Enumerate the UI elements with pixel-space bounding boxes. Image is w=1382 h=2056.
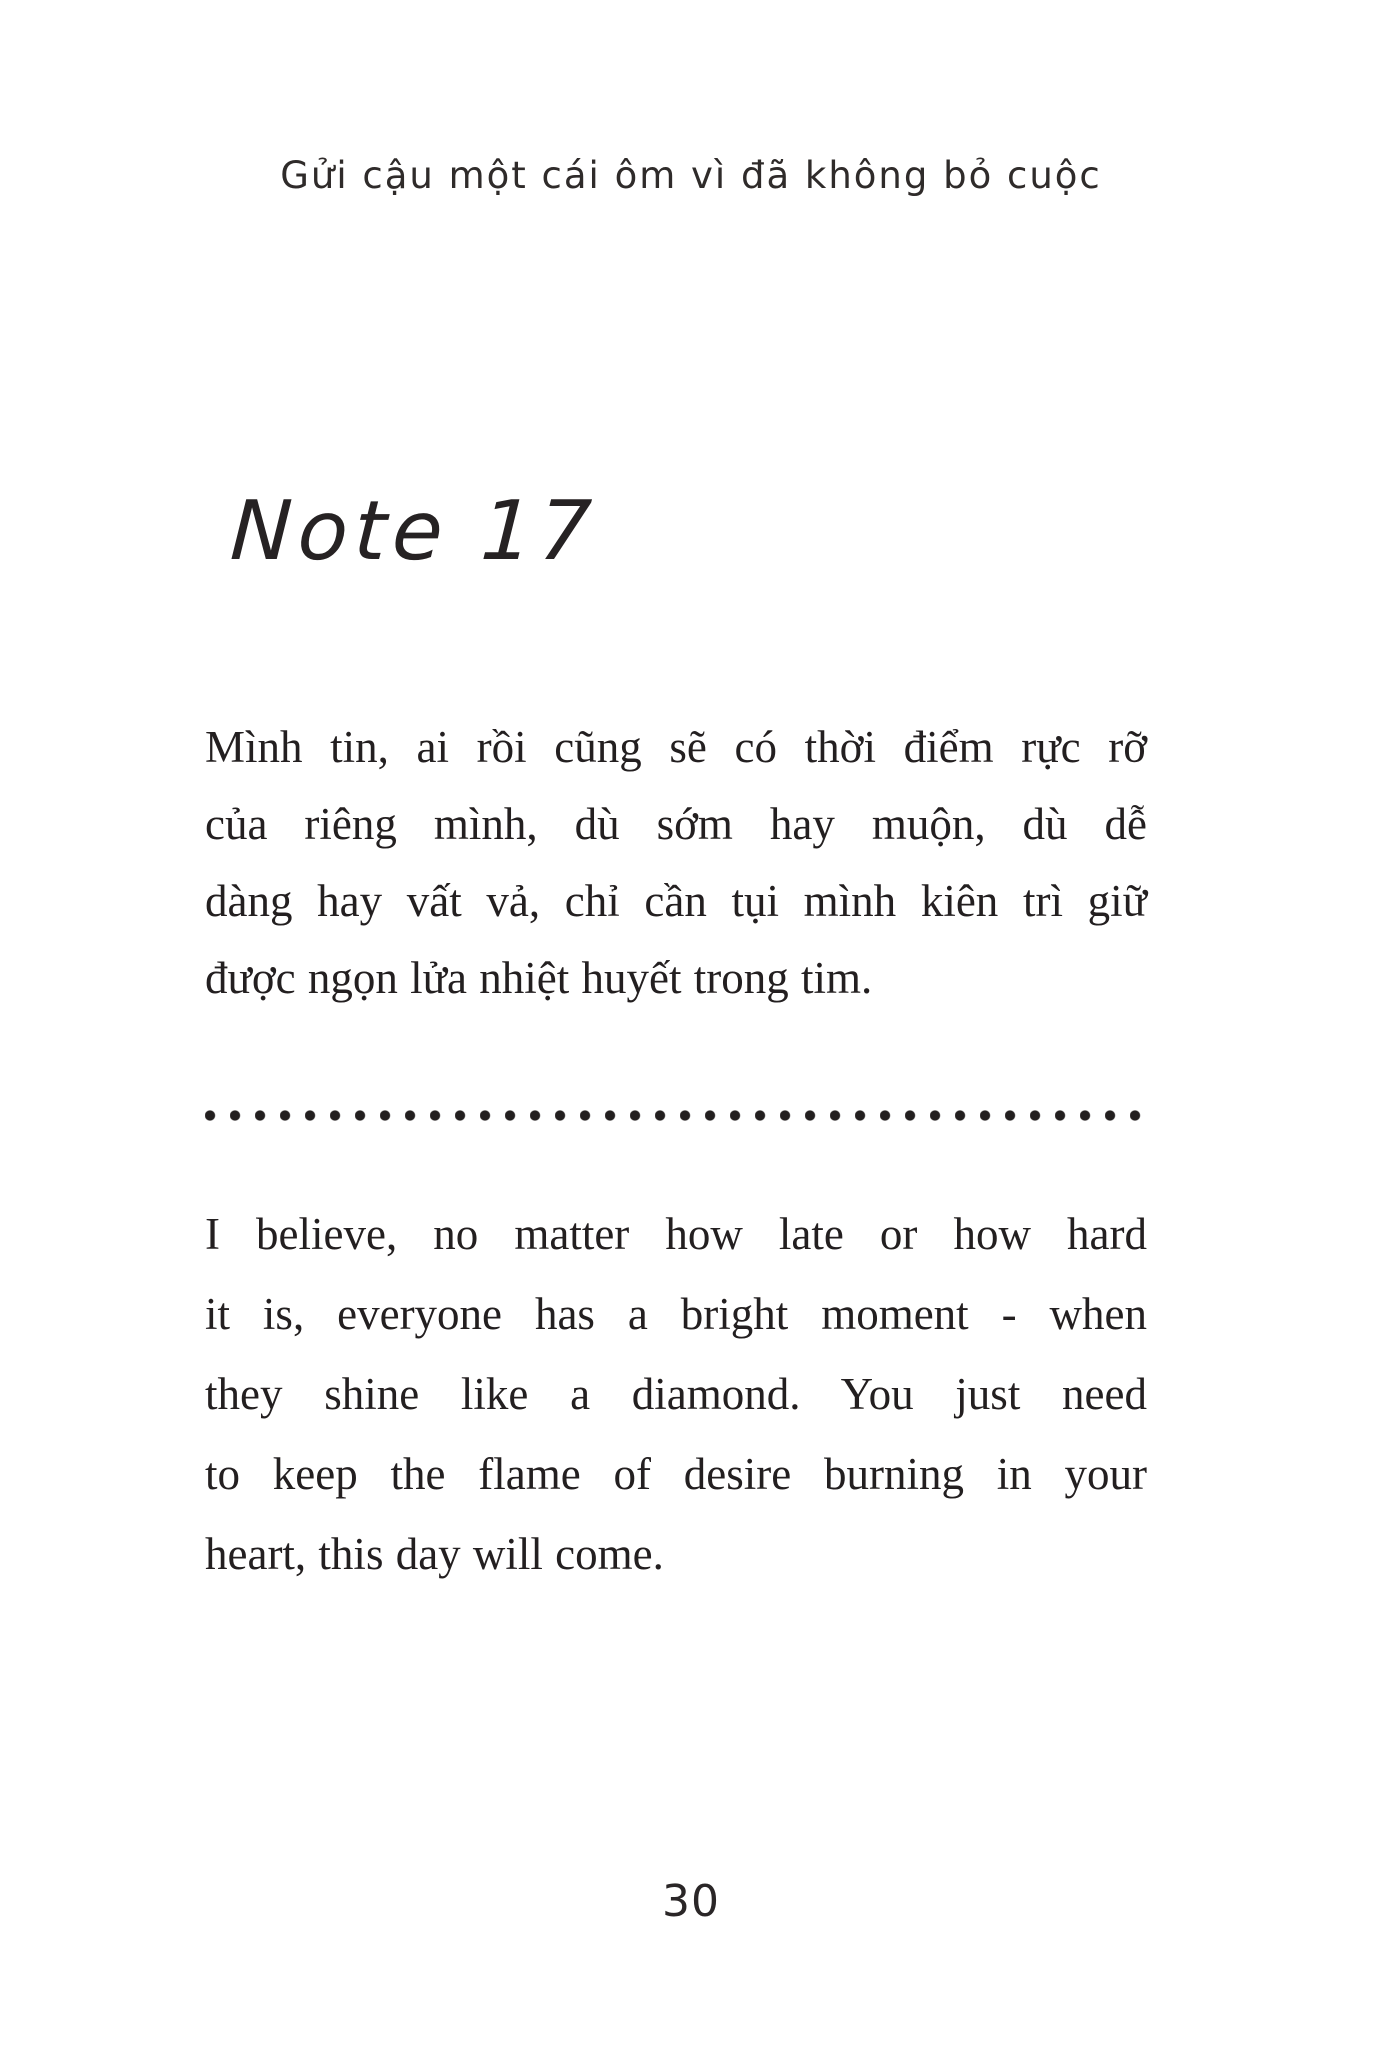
paragraph-line: dàng hay vất vả, chỉ cần tụi mình kiên trì giữ [205, 876, 1147, 926]
paragraph-line: Mình tin, ai rồi cũng sẽ có thời điểm rực rỡ [205, 722, 1147, 772]
paragraph-line: heart, this day will come. [205, 1529, 664, 1579]
paragraph-line: I believe, no matter how late or how hard [205, 1209, 1147, 1259]
note-title: Note 17 [228, 484, 600, 579]
dotted-divider [205, 1108, 1147, 1123]
paragraph-line: được ngọn lửa nhiệt huyết trong tim. [205, 953, 873, 1003]
paragraph-line: it is, everyone has a bright moment - when [205, 1289, 1147, 1339]
paragraph-line: to keep the flame of desire burning in your [205, 1449, 1147, 1499]
vietnamese-paragraph [205, 709, 1147, 1017]
page-number: 30 [662, 1876, 720, 1927]
english-paragraph [205, 1194, 1147, 1594]
paragraph-line: they shine like a diamond. You just need [205, 1369, 1147, 1419]
running-header: Gửi cậu một cái ôm vì đã không bỏ cuộc [280, 154, 1102, 197]
paragraph-line: của riêng mình, dù sớm hay muộn, dù dễ [205, 799, 1147, 849]
